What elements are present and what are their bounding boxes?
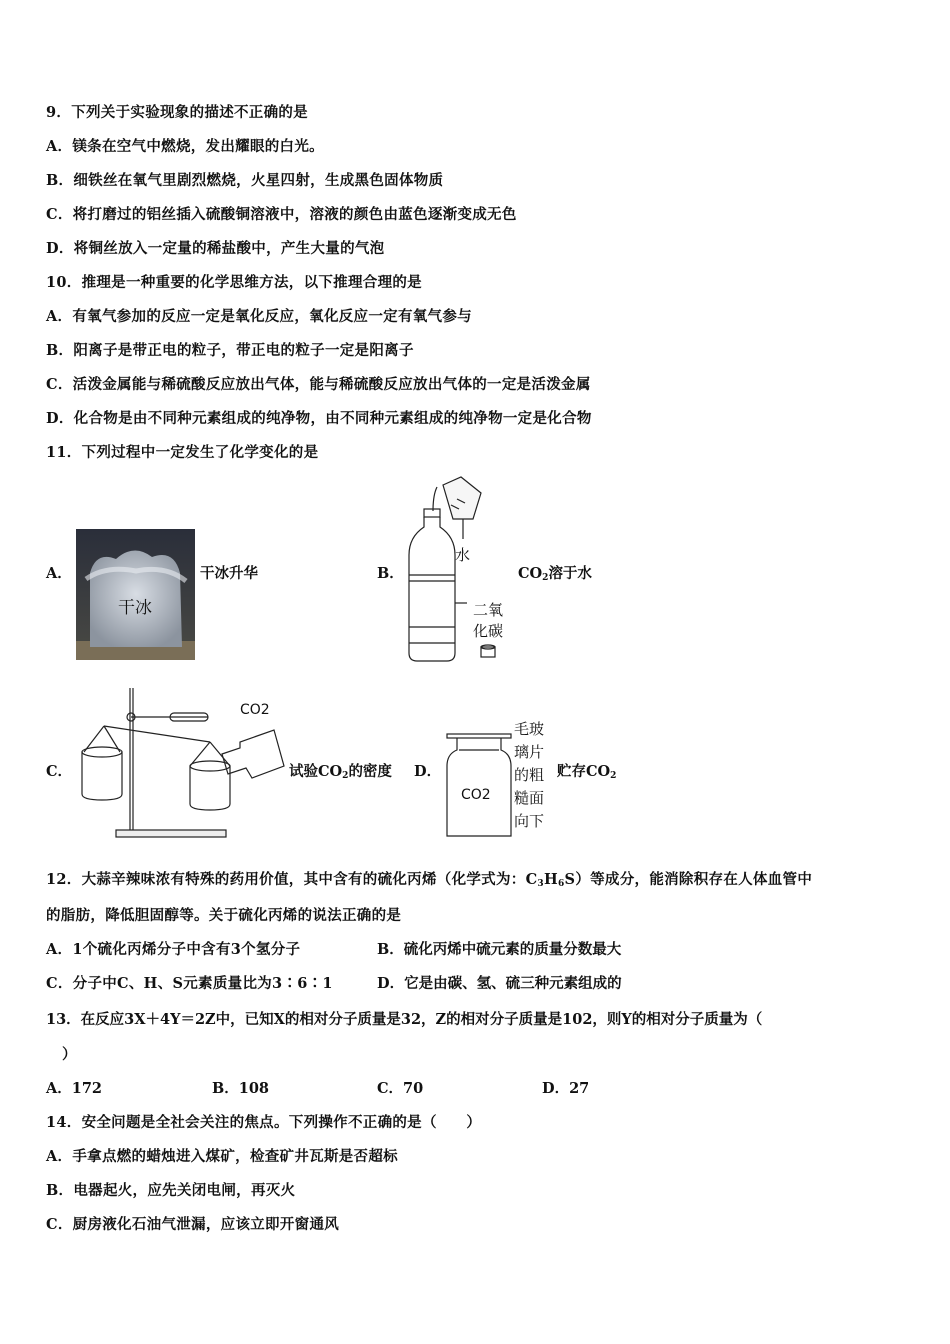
q11-option-a-label: A． bbox=[46, 565, 72, 582]
q14-option-c: C．厨房液化石油气泄漏，应该立即开窗通风 bbox=[46, 1216, 340, 1233]
q11-option-c-caption-post: 的密度 bbox=[348, 763, 392, 780]
q14-stem: 14．安全问题是全社会关注的焦点。下列操作不正确的是（ ） bbox=[46, 1114, 482, 1131]
balance-co2-label: CO2 bbox=[240, 702, 270, 718]
q12-option-a: A．1个硫化丙烯分子中含有3个氢分子 bbox=[46, 941, 301, 958]
q12-stem-sub1: 3 bbox=[537, 879, 544, 889]
q11-option-b-caption-sub: 2 bbox=[542, 573, 549, 583]
q11-stem: 11．下列过程中一定发生了化学变化的是 bbox=[46, 444, 319, 461]
q12-option-d: D．它是由碳、氢、硫三种元素组成的 bbox=[377, 975, 622, 992]
q11-option-b-caption bbox=[518, 562, 592, 583]
q12-stem-pre: 12．大蒜辛辣味浓有特殊的药用价值，其中含有的硫化丙烯（化学式为：C bbox=[46, 871, 538, 888]
gas-jar-note-3: 的粗 bbox=[514, 766, 545, 784]
bottle-water-label: 水 bbox=[455, 546, 471, 564]
q12-stem-post: S）等成分，能消除积存在人体血管中 bbox=[564, 871, 813, 888]
q12-stem-line-1 bbox=[46, 868, 812, 889]
q13-option-c: C．70 bbox=[377, 1080, 424, 1097]
bottle-gas-label-2: 化碳 bbox=[473, 622, 504, 640]
gas-jar-note-2: 璃片 bbox=[514, 743, 545, 761]
q11-option-b-label: B． bbox=[377, 565, 404, 582]
q13-stem-line-1: 13．在反应3X＋4Y＝2Z中，已知X的相对分子质量是32，Z的相对分子质量是102，则Y的相对分子质量为（ bbox=[46, 1011, 763, 1028]
q9-option-c: C．将打磨过的铝丝插入硫酸铜溶液中，溶液的颜色由蓝色逐渐变成无色 bbox=[46, 206, 517, 223]
dry-ice-photo-text: 干冰 bbox=[118, 598, 152, 618]
gas-jar-co2-label: CO2 bbox=[461, 787, 491, 803]
q9-stem: 9．下列关于实验现象的描述不正确的是 bbox=[46, 104, 308, 121]
gas-jar-note-4: 糙面 bbox=[514, 789, 545, 807]
q11-option-d-caption-sub: 2 bbox=[610, 771, 617, 781]
q11-option-a-caption: 干冰升华 bbox=[200, 565, 258, 582]
q10-stem: 10．推理是一种重要的化学思维方法，以下推理合理的是 bbox=[46, 274, 422, 291]
q13-option-d: D．27 bbox=[542, 1080, 590, 1097]
q9-option-d: D．将铜丝放入一定量的稀盐酸中，产生大量的气泡 bbox=[46, 240, 385, 257]
q11-option-d-label: D． bbox=[414, 763, 442, 780]
q10-option-a: A．有氧气参加的反应一定是氧化反应，氧化反应一定有氧气参与 bbox=[46, 308, 472, 325]
gas-jar-note-5: 向下 bbox=[514, 812, 545, 830]
q10-option-d: D．化合物是由不同种元素组成的纯净物，由不同种元素组成的纯净物一定是化合物 bbox=[46, 410, 592, 427]
q10-option-c: C．活泼金属能与稀硫酸反应放出气体，能与稀硫酸反应放出气体的一定是活泼金属 bbox=[46, 376, 591, 393]
q9-option-a: A．镁条在空气中燃烧，发出耀眼的白光。 bbox=[46, 138, 324, 155]
gas-jar-diagram bbox=[443, 732, 515, 838]
q11-option-d-caption bbox=[557, 760, 616, 781]
q11-option-d-caption-pre: 贮存CO bbox=[557, 763, 611, 780]
q12-stem-line-2: 的脂肪，降低胆固醇等。关于硫化丙烯的说法正确的是 bbox=[46, 907, 402, 924]
q11-option-c-caption bbox=[289, 760, 392, 781]
q9-option-b: B．细铁丝在氧气里剧烈燃烧，火星四射，生成黑色固体物质 bbox=[46, 172, 444, 189]
q10-option-b: B．阳离子是带正电的粒子，带正电的粒子一定是阳离子 bbox=[46, 342, 414, 359]
q12-stem-mid: H bbox=[543, 871, 558, 888]
q14-option-a: A．手拿点燃的蜡烛进入煤矿，检查矿井瓦斯是否超标 bbox=[46, 1148, 398, 1165]
q12-option-b: B．硫化丙烯中硫元素的质量分数最大 bbox=[377, 941, 622, 958]
q11-option-b-caption-post: 溶于水 bbox=[548, 565, 592, 582]
q12-option-c: C．分子中C、H、S元素质量比为3∶6∶1 bbox=[46, 975, 333, 992]
q11-option-b-caption-pre: CO bbox=[518, 565, 543, 582]
q12-stem-sub2: 6 bbox=[557, 879, 565, 889]
q13-option-b: B．108 bbox=[212, 1080, 270, 1097]
q13-stem-line-2: ） bbox=[62, 1046, 77, 1063]
q11-option-c-label: C． bbox=[46, 763, 73, 780]
q14-option-b: B．电器起火，应先关闭电闸，再灭火 bbox=[46, 1182, 296, 1199]
q13-option-a: A．172 bbox=[46, 1080, 103, 1097]
bottle-gas-label-1: 二氧 bbox=[473, 601, 504, 619]
q11-option-c-caption-pre: 试验CO bbox=[289, 763, 343, 780]
q11-option-c-caption-sub: 2 bbox=[342, 771, 349, 781]
gas-jar-note-1: 毛玻 bbox=[514, 720, 545, 738]
